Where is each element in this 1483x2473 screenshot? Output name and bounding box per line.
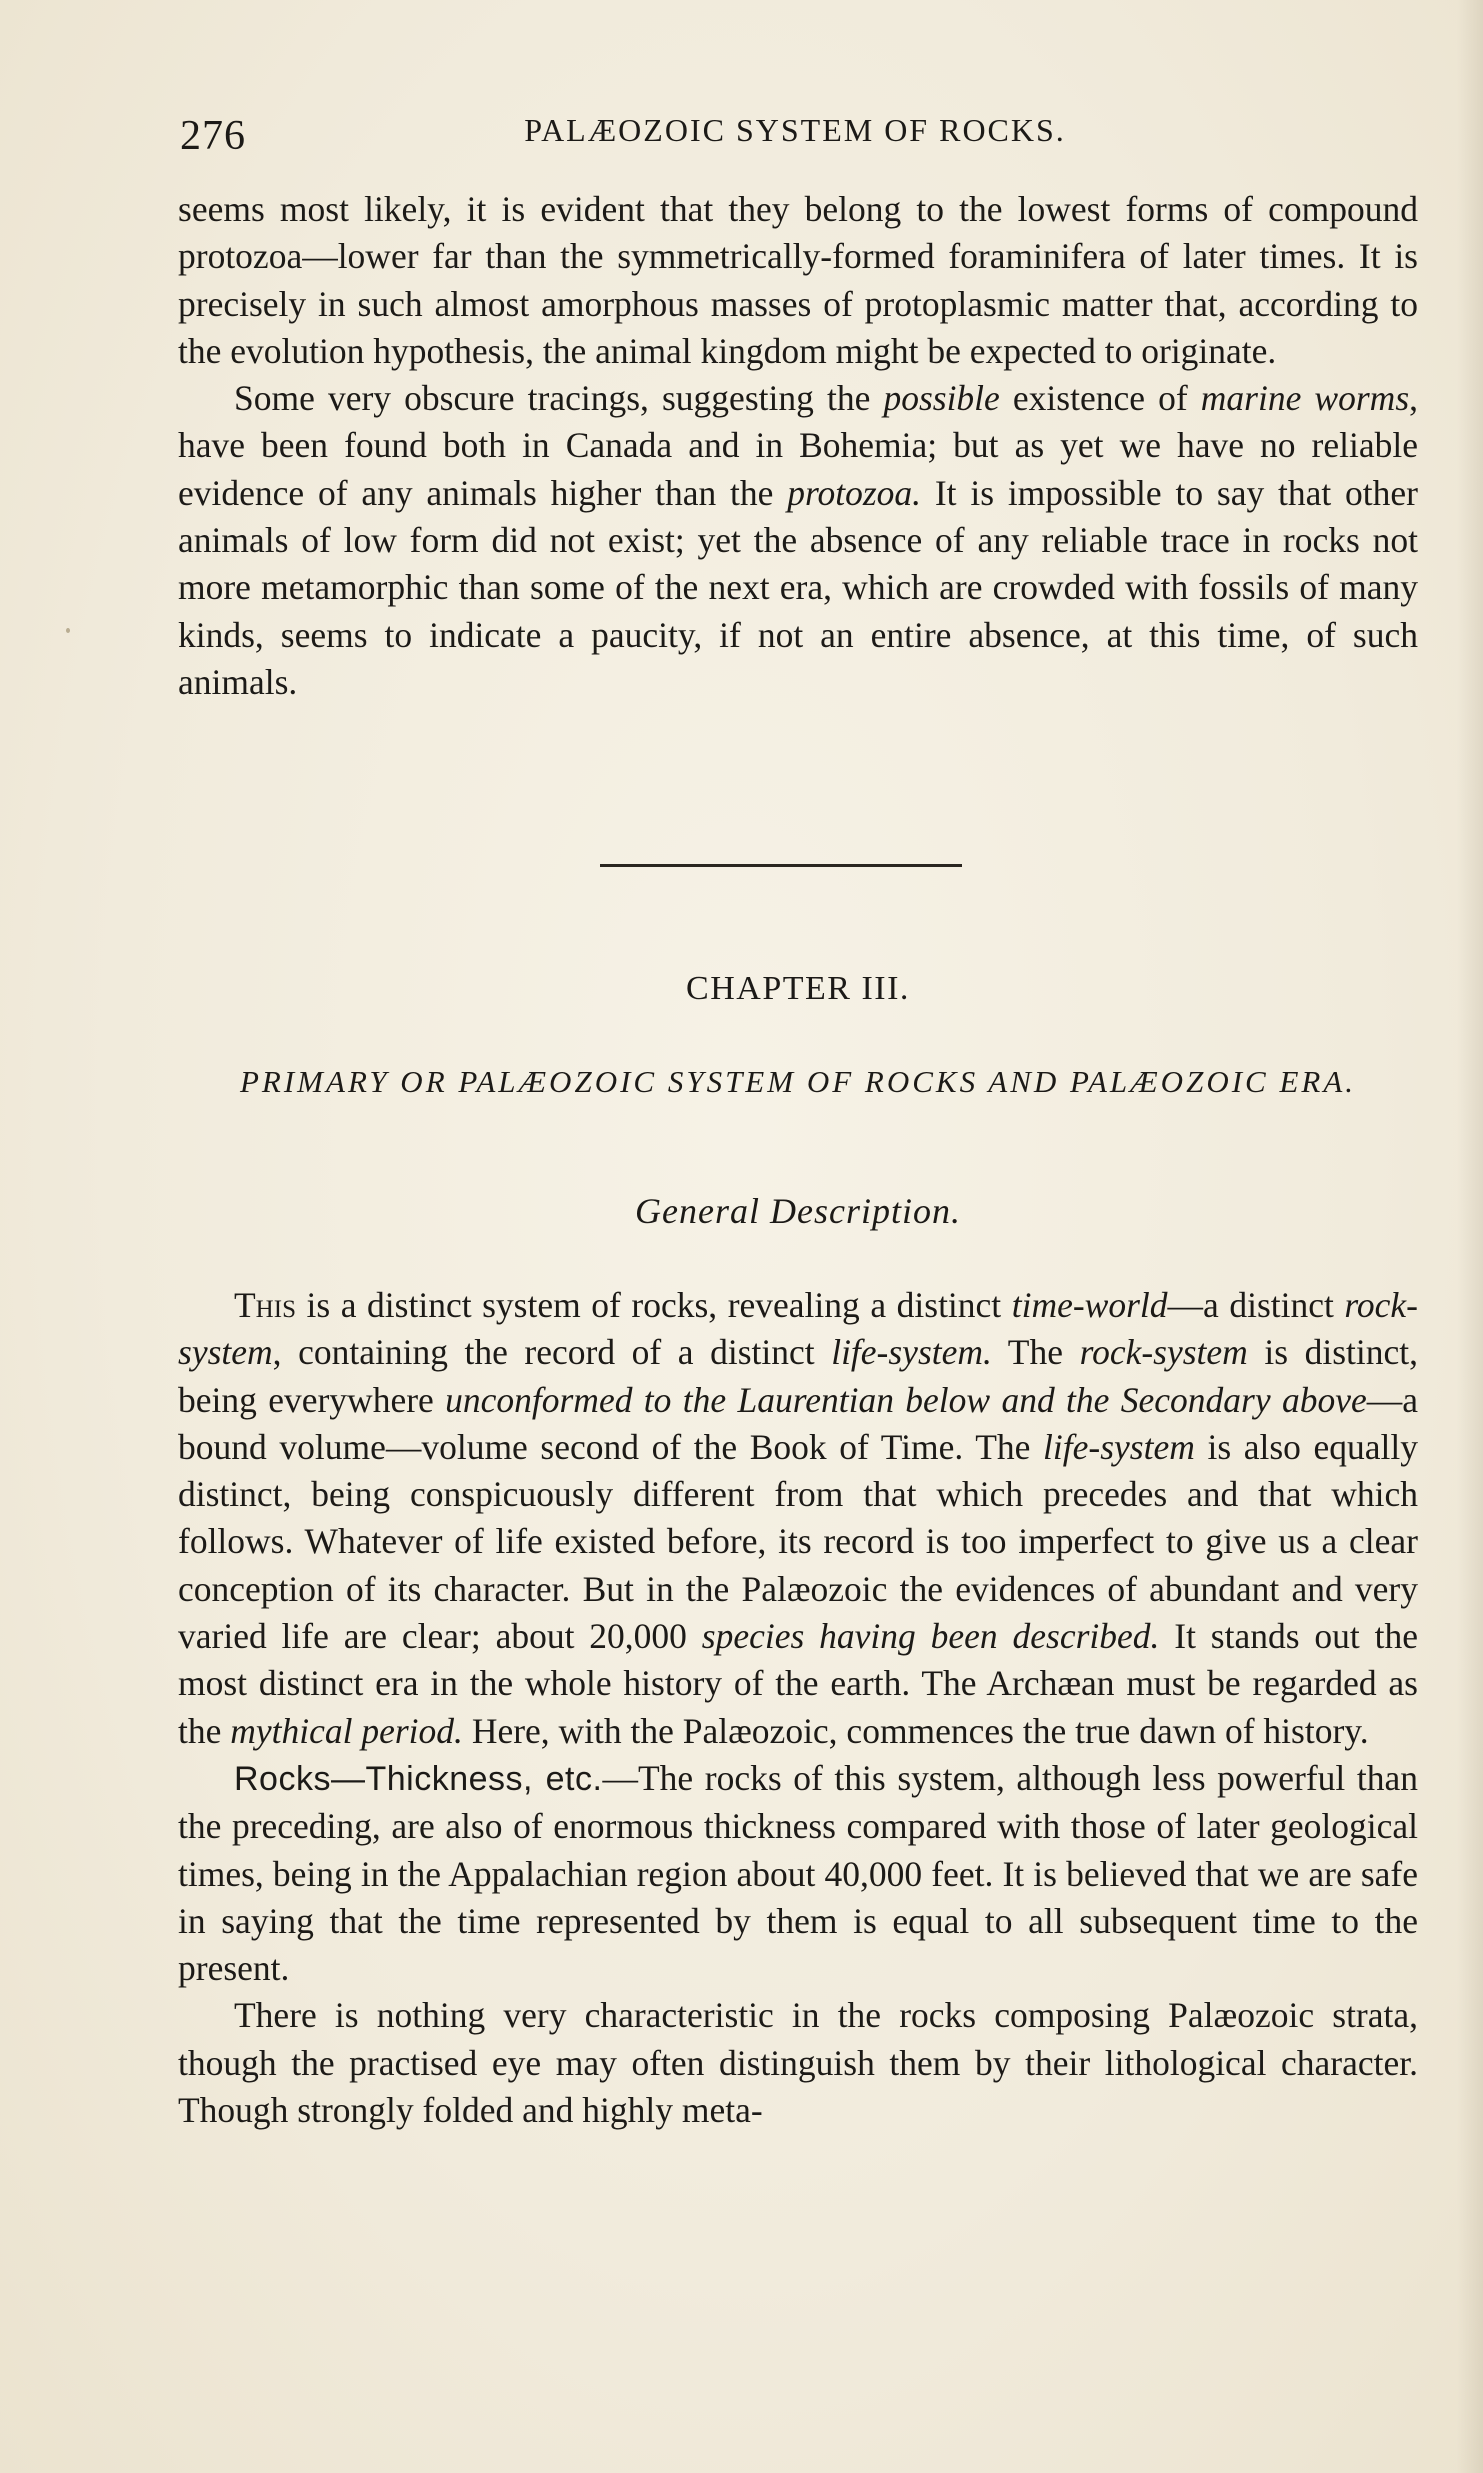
section-heading: General Description. <box>635 1191 961 1231</box>
page-edge-shadow <box>1457 0 1483 2473</box>
section-divider-rule <box>600 864 962 867</box>
paper-speck <box>66 628 70 633</box>
chapter-body <box>178 1282 1418 2134</box>
emphasis-possible: possible <box>883 378 1000 419</box>
paragraph-rocks-thickness: Rocks—Thickness, etc.—The rocks of this system, although less powerful than the preceding, are also of enormous thickness compared with those of later geological times, being in the Appalachian region about 40,000 feet. It is believed that we are safe in saying that the time represented by them is equal to all subsequent time to the present. <box>178 1757 1418 1989</box>
paragraph-protozoa: seems most likely, it is evident that they belong to the lowest forms of compound protozoa—lower far than the symmetrically-formed foraminifera of later times. It is precisely in such almost amorphous masses of protoplasmic matter that, according to the evolution hypothesis, the animal kingdom might be expected to originate. <box>178 189 1418 371</box>
continued-text <box>178 186 1418 706</box>
paragraph-characteristic-rocks: There is nothing very characteristic in the rocks composing Palæozoic strata, though the practised eye may often distinguish them by their lithological character. Though strongly folded and highly meta- <box>178 1995 1418 2131</box>
page-number: 276 <box>180 113 246 159</box>
running-head <box>180 100 1410 160</box>
paragraph-marine-worms: Some very obscure tracings, suggesting the possible existence of marine worms, have been found both in Canada and in Bohemia; but as yet we have no reliable evidence of any animals higher than the protozoa. It is impossible to say that other animals of low form did not exist; yet the absence of any reliable trace in rocks not more metamorphic than some of the next era, which are crowded with fossils of many kinds, seems to indicate a paucity, if not an entire absence, at this time, of such animals. <box>178 378 1419 702</box>
emphasis-marine-worms: marine worms <box>1200 378 1410 419</box>
chapter-subtitle: PRIMARY OR PALÆOZOIC SYSTEM OF ROCKS AND PALÆOZOIC ERA. <box>239 1064 1357 1099</box>
chapter-heading: CHAPTER III. <box>686 970 910 1007</box>
running-title: PALÆOZOIC SYSTEM OF ROCKS. <box>524 112 1066 148</box>
paragraph-distinct-system: This is a distinct system of rocks, revealing a distinct time-world—a distinct rock-system, containing the record of a distinct life-system. The rock-system is distinct, being everywhere unconformed to the Laurentian below and the Secondary above—a bound volume—volume second of the Book of Time. The life-system is also equally distinct, being conspicuously different from that which precedes and that which follows. Whatever of life existed before, its record is too imperfect to give us a clear conception of its character. But in the Palæozoic the evidences of abundant and very varied life are clear; about 20,000 species having been described. It stands out the most distinct era in the whole history of the earth. The Archæan must be regarded as the mythical period. Here, with the Palæozoic, commences the true dawn of history. <box>178 1285 1419 1751</box>
sidehead-rocks-thickness: Rocks—Thickness, etc. <box>234 1759 603 1798</box>
emphasis-protozoa: protozoa. <box>787 472 922 513</box>
